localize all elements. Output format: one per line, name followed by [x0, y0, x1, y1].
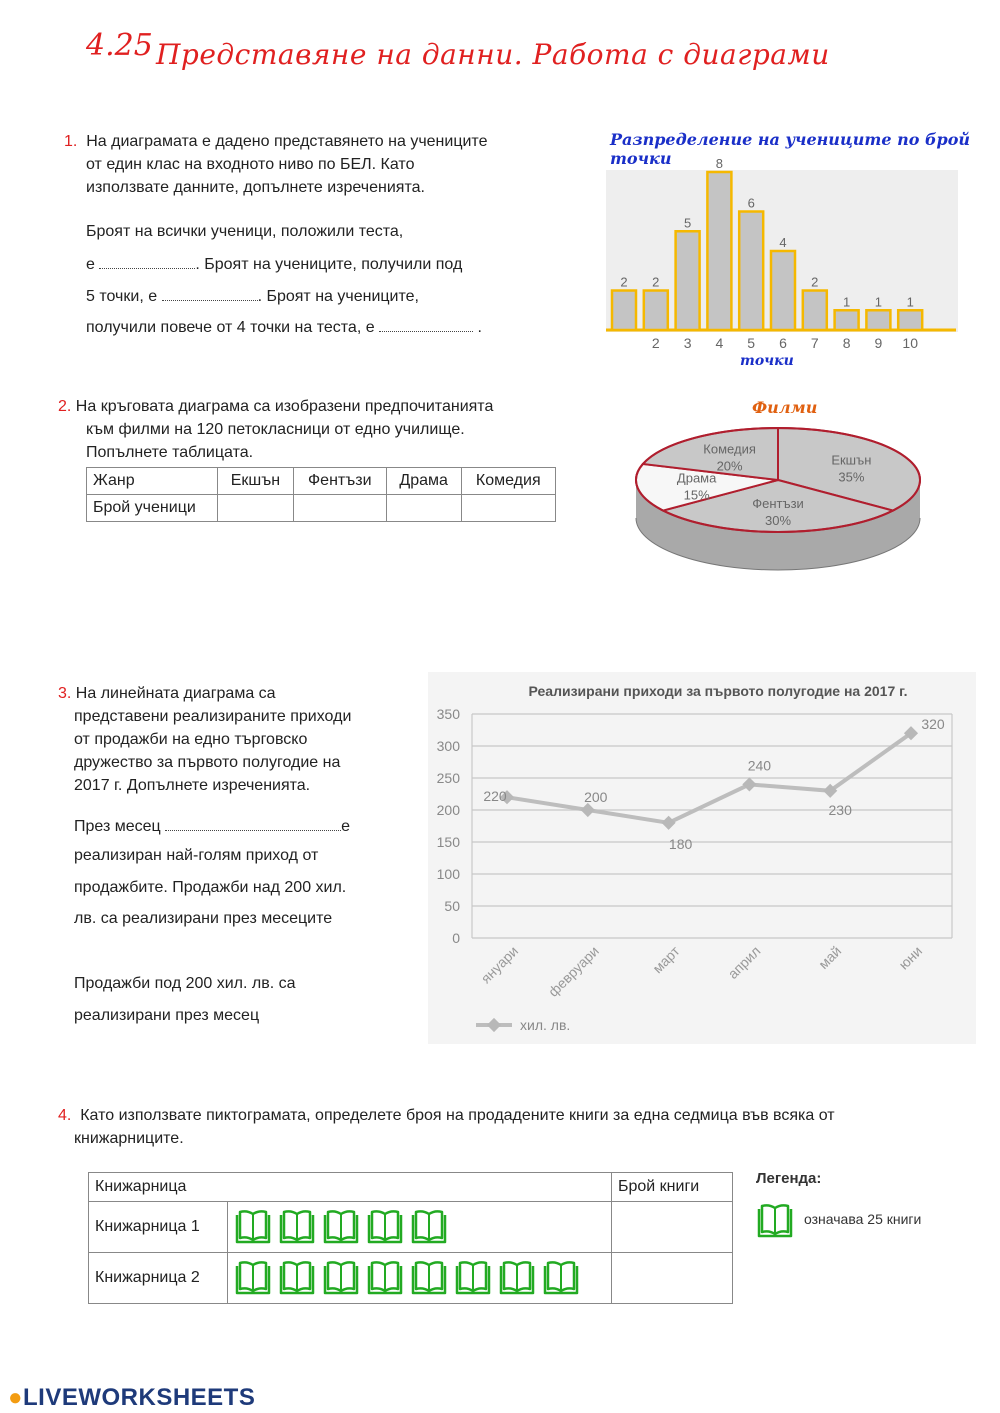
- table-row: [89, 1253, 733, 1304]
- line-value-label: 320: [921, 716, 945, 733]
- x-tick-label: март: [649, 942, 683, 977]
- table-header-action: Екшън: [218, 468, 294, 495]
- store-2-count-input[interactable]: [612, 1253, 733, 1304]
- bar-value-label: 1: [906, 294, 914, 310]
- y-tick-label: 0: [452, 930, 460, 946]
- line-chart-background: [428, 672, 976, 1044]
- table-row: [89, 1173, 733, 1202]
- legend-label: хил. лв.: [520, 1017, 571, 1033]
- x-tick-label: април: [724, 942, 764, 982]
- q3-fill-line-1: [74, 816, 350, 836]
- bar-2: [644, 291, 668, 331]
- book-icon: [278, 1209, 316, 1245]
- bar-3: [676, 231, 700, 330]
- bar-value-label: 6: [747, 195, 755, 211]
- q3-line-1: На линейната диаграма са: [75, 685, 276, 702]
- book-icon: [498, 1260, 536, 1296]
- q1-fill-line-2: [86, 254, 462, 274]
- bar-tick-label: 9: [874, 335, 883, 351]
- bar-7: [803, 291, 827, 331]
- bar-10: [898, 310, 922, 330]
- book-icon: [234, 1260, 272, 1296]
- q1-line-1: На диаграмата е дадено представянето на учениците: [86, 133, 488, 150]
- page-title: Представяне на данни. Работа с диаграми: [156, 38, 830, 71]
- q1-fill-text-c: 5 точки, е: [86, 288, 158, 305]
- q3-fill-text-b: е: [341, 818, 351, 835]
- bar-value-label: 1: [842, 294, 851, 310]
- q1-line-2: от един клас на входното ниво по БЕЛ. Като: [86, 156, 415, 173]
- question-2-text: [58, 395, 493, 464]
- y-tick-label: 200: [436, 802, 460, 818]
- line-value-label: 240: [747, 757, 772, 774]
- x-tick-label: февруари: [544, 942, 602, 1000]
- store-1-pictogram: [228, 1202, 612, 1253]
- question-3-text: [58, 682, 351, 797]
- q1-fill-text-a: е: [86, 256, 95, 273]
- y-tick-label: 50: [444, 898, 460, 914]
- bar-1: [612, 291, 636, 331]
- table-header-fantasy: Фентъзи: [293, 468, 386, 495]
- pie-label-name: Комедия: [703, 441, 756, 457]
- table-header-store: Книжарница: [89, 1173, 612, 1202]
- exercise-number: 4.25: [86, 28, 153, 63]
- bar-tick-label: 3: [683, 335, 692, 351]
- bar-tick-label: 7: [810, 335, 819, 351]
- y-tick-label: 300: [436, 738, 460, 754]
- pie-label-percent: 15%: [683, 487, 710, 503]
- bar-chart: [596, 148, 961, 373]
- bar-value-label: 5: [683, 215, 692, 231]
- question-1-text: [64, 130, 487, 199]
- bar-8: [835, 310, 859, 330]
- logo-text: LIVEWORKSHEETS: [23, 1384, 256, 1411]
- q1-over4-blank[interactable]: [379, 317, 473, 332]
- q3-fill-line-3: продажбите. Продажби над 200 хил.: [74, 879, 347, 896]
- pie-label-percent: 35%: [838, 469, 865, 485]
- bar-value-label: 8: [715, 156, 724, 171]
- q2-line-1: На кръговата диаграма са изобразени предпочитанията: [75, 398, 494, 415]
- line-chart-title: Реализирани приходи за първото полугодие на 2017 г.: [528, 683, 908, 699]
- question-3-number: 3.: [58, 685, 72, 702]
- q1-fill-text-d: . Броят на учениците,: [257, 288, 419, 305]
- q2-line-2: към филми на 120 петокласници от едно училище.: [86, 421, 465, 438]
- book-icon: [278, 1260, 316, 1296]
- bar-value-label: 2: [620, 274, 628, 290]
- store-1-name: Книжарница 1: [89, 1202, 228, 1253]
- q3-line-5: 2017 г. Допълнете изреченията.: [74, 777, 311, 794]
- pie-label-percent: 30%: [764, 513, 792, 529]
- bar-tick-label: 10: [902, 335, 918, 351]
- pie-chart-title: Филми: [752, 398, 818, 417]
- question-1-number: 1.: [64, 133, 78, 150]
- x-tick-label: януари: [477, 942, 522, 987]
- bar-value-label: 1: [874, 294, 883, 310]
- line-value-label: 220: [483, 788, 507, 805]
- book-icon: [756, 1203, 794, 1239]
- bar-9: [866, 310, 890, 330]
- line-chart: [428, 672, 976, 1044]
- q4-line-2: книжарниците.: [74, 1130, 184, 1147]
- q2-line-3: Попълнете таблицата.: [86, 444, 254, 461]
- q1-fill-line-4: [86, 317, 482, 337]
- y-tick-label: 250: [436, 770, 460, 786]
- bar-tick-label: 4: [715, 335, 724, 351]
- q3-fill-text-a: През месец: [74, 818, 161, 835]
- table-row: [87, 495, 556, 522]
- line-value-label: 180: [668, 835, 693, 852]
- x-tick-label: юни: [895, 942, 926, 973]
- table-row: [87, 468, 556, 495]
- bar-value-label: 2: [652, 274, 660, 290]
- bar-chart-title: Разпределение на учениците по брой точки: [610, 130, 971, 168]
- bar-tick-label: 8: [842, 335, 851, 351]
- q3-line-2: представени реализираните приходи: [74, 708, 352, 725]
- table-header-comedy: Комедия: [461, 468, 555, 495]
- q1-fill-text-f: .: [477, 319, 482, 336]
- q3-max-month-blank[interactable]: [165, 816, 341, 831]
- bar-tick-label: 2: [651, 335, 660, 351]
- question-4-number: 4.: [58, 1107, 72, 1124]
- table-row-label: Брой ученици: [87, 495, 218, 522]
- liveworksheets-logo: [8, 1384, 255, 1412]
- q1-line-3: използвате данните, допълнете изреченията.: [86, 179, 425, 196]
- bar-5: [739, 212, 763, 331]
- q1-fill-line-1: Броят на всички ученици, положили теста,: [86, 223, 404, 240]
- store-2-name: Книжарница 2: [89, 1253, 228, 1304]
- fantasy-count-input[interactable]: [293, 495, 386, 522]
- q1-fill-line-3: [86, 286, 419, 306]
- q1-fill-text-e: получили повече от 4 точки на теста, е: [86, 319, 375, 336]
- question-2-number: 2.: [58, 398, 72, 415]
- line-value-label: 200: [584, 789, 608, 805]
- bar-chart-xlabel: точки: [740, 353, 794, 369]
- x-tick-label: май: [815, 942, 845, 972]
- q1-fill-text-b: . Броят на учениците, получили под: [195, 256, 463, 273]
- q4-line-1: Като използвате пиктограмата, определете броя на продадените книги за една седмица във всяка от: [80, 1107, 835, 1124]
- pie-chart: [630, 418, 930, 578]
- q1-under5-blank[interactable]: [162, 286, 258, 301]
- pie-label-name: Драма: [676, 470, 717, 486]
- book-icon: [322, 1209, 360, 1245]
- q3-fill-line-4: лв. са реализирани през месеците: [74, 910, 333, 927]
- action-count-input[interactable]: [218, 495, 294, 522]
- book-icon: [454, 1260, 492, 1296]
- table-header-drama: Драма: [386, 468, 461, 495]
- bar-6: [771, 251, 795, 330]
- book-icon: [234, 1209, 272, 1245]
- bar-tick-label: 5: [747, 335, 756, 351]
- pie-label-name: Фентъзи: [752, 496, 804, 512]
- logo-dot-icon: ●: [8, 1384, 23, 1411]
- y-tick-label: 100: [436, 866, 460, 882]
- q1-total-blank[interactable]: [99, 254, 195, 269]
- book-icon: [410, 1260, 448, 1296]
- bar-tick-label: 6: [779, 335, 787, 351]
- q3-fill-line-2: реализиран най-голям приход от: [74, 847, 319, 864]
- table-header-count: Брой книги: [612, 1173, 733, 1202]
- q3-line-4: дружество за първото полугодие на: [74, 754, 341, 771]
- legend-text: означава 25 книги: [804, 1211, 922, 1227]
- store-2-pictogram: [228, 1253, 612, 1304]
- y-tick-label: 350: [436, 706, 460, 722]
- q3-line-3: от продажби на едно търговско: [74, 731, 308, 748]
- y-tick-label: 150: [436, 834, 460, 850]
- comedy-count-input[interactable]: [461, 495, 555, 522]
- legend-book-icon: [756, 1203, 800, 1239]
- line-value-label: 230: [828, 801, 852, 818]
- bar-4: [707, 172, 731, 330]
- pie-label-name: Екшън: [831, 452, 872, 468]
- bar-value-label: 4: [779, 235, 787, 250]
- q2-genre-table: [86, 467, 556, 522]
- q3-fill-line-5: Продажби под 200 хил. лв. са: [74, 975, 296, 992]
- book-icon: [542, 1260, 580, 1296]
- legend-title: Легенда:: [756, 1170, 822, 1187]
- bookstore-table: [88, 1172, 733, 1304]
- book-icon: [410, 1209, 448, 1245]
- table-row: [89, 1202, 733, 1253]
- book-icon: [322, 1260, 360, 1296]
- question-4-text: [58, 1104, 835, 1150]
- pie-label-percent: 20%: [716, 458, 743, 474]
- table-header-genre: Жанр: [87, 468, 218, 495]
- q3-fill-line-6: реализирани през месец: [74, 1007, 260, 1024]
- drama-count-input[interactable]: [386, 495, 461, 522]
- book-icon: [366, 1209, 404, 1245]
- bar-value-label: 2: [811, 274, 819, 290]
- book-icon: [366, 1260, 404, 1296]
- store-1-count-input[interactable]: [612, 1202, 733, 1253]
